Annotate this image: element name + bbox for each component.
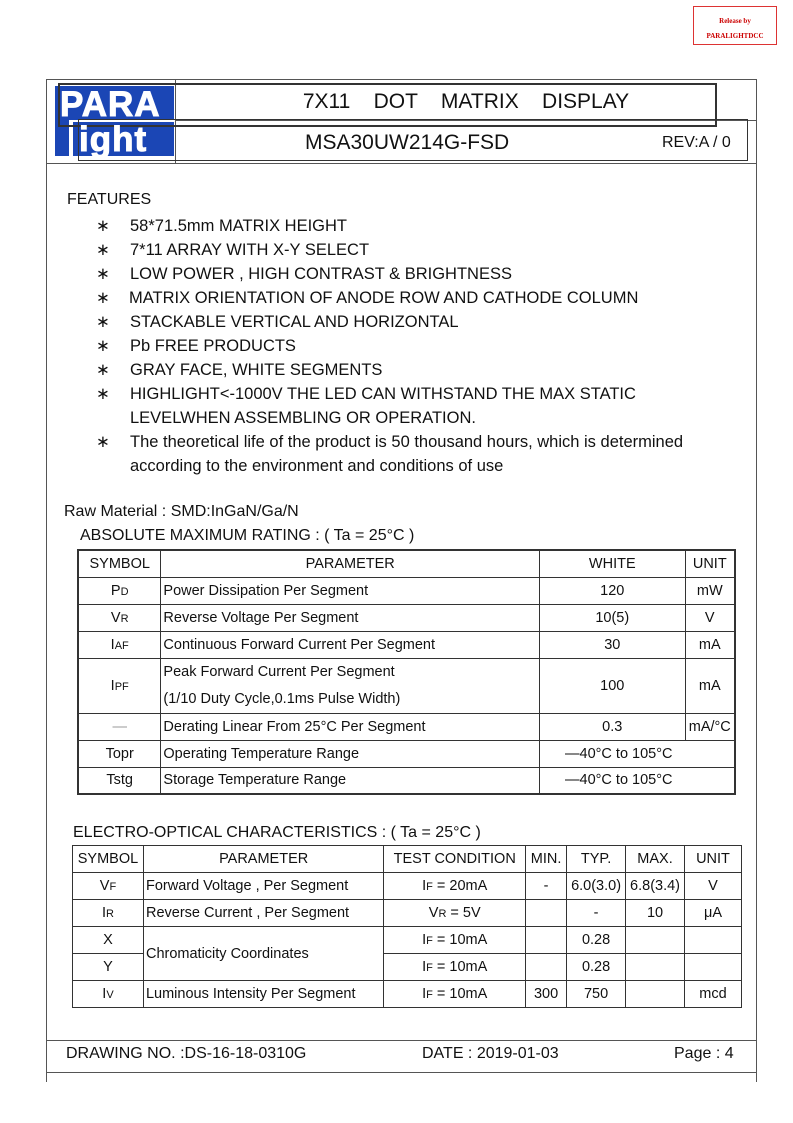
feature-text: The theoretical life of the product is 50 thousand hours, which is determined xyxy=(130,433,684,451)
stamp-line-2: PARALIGHTDCC xyxy=(706,32,764,40)
feature-text: GRAY FACE, WHITE SEGMENTS xyxy=(130,361,383,379)
raw-material: Raw Material : SMD:InGaN/Ga/N xyxy=(64,503,299,520)
table-row xyxy=(78,658,735,713)
symbol-subscript: AF xyxy=(114,639,129,652)
condition-subscript: F xyxy=(426,881,433,893)
feature-item xyxy=(96,286,756,310)
symbol-subscript: R xyxy=(120,612,129,625)
symbol-text: V xyxy=(99,878,110,894)
feature-item xyxy=(96,406,756,430)
column-header: PARAMETER xyxy=(161,550,540,577)
value-cell: 120 xyxy=(540,577,686,604)
document-title: 7X11 DOT MATRIX DISPLAY xyxy=(302,90,630,113)
page-left-border xyxy=(46,79,47,1082)
table-row xyxy=(73,981,742,1008)
parameter-cell: Continuous Forward Current Per Segment xyxy=(161,631,540,658)
table-row xyxy=(78,577,735,604)
eo-table xyxy=(72,845,742,1008)
revision: REV:A / 0 xyxy=(662,134,731,151)
condition-value: = 10mA xyxy=(432,986,488,1002)
feature-text: STACKABLE VERTICAL AND HORIZONTAL xyxy=(130,313,459,331)
feature-text: LOW POWER , HIGH CONTRAST & BRIGHTNESS xyxy=(130,265,512,283)
document-date: DATE : 2019-01-03 xyxy=(422,1045,559,1062)
symbol-cell xyxy=(78,713,161,740)
test-condition-cell xyxy=(384,927,526,954)
column-header: UNIT xyxy=(685,846,742,873)
typ-cell: 0.28 xyxy=(567,927,626,954)
condition-value: = 10mA xyxy=(432,932,488,948)
condition-symbol: I xyxy=(422,932,427,948)
condition-value: = 5V xyxy=(446,905,481,921)
symbol-cell xyxy=(73,900,144,927)
column-header: UNIT xyxy=(685,550,735,577)
condition-symbol: V xyxy=(428,905,439,921)
unit-cell: V xyxy=(685,604,735,631)
table-row xyxy=(73,927,742,954)
symbol-text: P xyxy=(110,582,121,599)
min-cell xyxy=(526,954,567,981)
unit-cell: V xyxy=(685,873,742,900)
test-condition-cell xyxy=(384,954,526,981)
bullet-icon: ∗ xyxy=(96,385,110,403)
column-header: TEST CONDITION xyxy=(384,846,526,873)
table-row xyxy=(78,740,735,767)
parameter-cell: Reverse Current , Per Segment xyxy=(143,900,383,927)
max-cell: 6.8(3.4) xyxy=(626,873,685,900)
value-cell: —40°C to 105°C xyxy=(540,740,736,767)
page-right-border xyxy=(756,79,757,1082)
symbol-cell xyxy=(78,604,161,631)
max-cell xyxy=(626,981,685,1008)
symbol-subscript: F xyxy=(109,881,117,893)
footer-bottom-border xyxy=(46,1072,757,1073)
model-number: MSA30UW214G-FSD xyxy=(305,131,510,154)
logo-text-para: PARA xyxy=(58,83,717,127)
parameter-cell: Storage Temperature Range xyxy=(161,767,540,794)
table-row xyxy=(73,873,742,900)
feature-item xyxy=(96,262,756,286)
parameter-line-2: (1/10 Duty Cycle,0.1ms Pulse Width) xyxy=(163,690,401,707)
abs-max-heading: ABSOLUTE MAXIMUM RATING : ( Ta = 25°C ) xyxy=(80,527,415,544)
value-cell: 0.3 xyxy=(540,713,686,740)
feature-item xyxy=(96,310,756,334)
symbol-text: I xyxy=(110,636,115,653)
parameter-cell xyxy=(161,658,540,713)
feature-item xyxy=(96,430,756,454)
page-number: Page : 4 xyxy=(674,1045,734,1062)
symbol-cell xyxy=(73,927,144,954)
table-header-row xyxy=(78,550,735,577)
condition-value: = 10mA xyxy=(432,959,488,975)
feature-text: LEVELWHEN ASSEMBLING OR OPERATION. xyxy=(130,409,476,427)
max-cell: 10 xyxy=(626,900,685,927)
header-top-border xyxy=(46,79,757,80)
feature-item xyxy=(96,358,756,382)
feature-text: Pb FREE PRODUCTS xyxy=(130,337,296,355)
footer-top-border xyxy=(46,1040,757,1041)
bullet-icon: ∗ xyxy=(96,265,110,283)
table-row xyxy=(78,767,735,794)
parameter-cell: Derating Linear From 25°C Per Segment xyxy=(161,713,540,740)
column-header: MAX. xyxy=(626,846,685,873)
condition-symbol: I xyxy=(422,878,427,894)
bullet-icon: ∗ xyxy=(96,241,110,259)
table-row xyxy=(78,631,735,658)
symbol-text: Y xyxy=(103,959,113,975)
symbol-text: Topr xyxy=(105,745,134,762)
max-cell xyxy=(626,954,685,981)
max-cell xyxy=(626,927,685,954)
condition-symbol: I xyxy=(422,986,427,1002)
condition-symbol: I xyxy=(422,959,427,975)
feature-item xyxy=(96,334,756,358)
symbol-cell xyxy=(78,740,161,767)
eo-heading: ELECTRO-OPTICAL CHARACTERISTICS : ( Ta = 25°C ) xyxy=(73,824,481,841)
feature-text: 7*11 ARRAY WITH X-Y SELECT xyxy=(130,241,370,259)
condition-subscript: F xyxy=(426,962,433,974)
unit-cell xyxy=(685,954,742,981)
logo-text-ight: ight xyxy=(78,119,748,161)
column-header: WHITE xyxy=(540,550,686,577)
parameter-cell: Forward Voltage , Per Segment xyxy=(143,873,383,900)
bullet-icon: ∗ xyxy=(96,361,110,379)
table-header-row xyxy=(73,846,742,873)
feature-text: 58*71.5mm MATRIX HEIGHT xyxy=(130,217,347,235)
feature-text: MATRIX ORIENTATION OF ANODE ROW AND CATHODE COLUMN xyxy=(129,289,639,307)
parameter-cell: Reverse Voltage Per Segment xyxy=(161,604,540,631)
header-bottom-border xyxy=(46,163,757,164)
value-cell: 100 xyxy=(540,658,686,713)
condition-subscript: R xyxy=(438,908,447,920)
symbol-cell xyxy=(78,577,161,604)
typ-cell: 0.28 xyxy=(567,954,626,981)
symbol-text: I xyxy=(102,986,107,1002)
typ-cell: 750 xyxy=(567,981,626,1008)
parameter-line-1: Peak Forward Current Per Segment xyxy=(163,663,395,680)
unit-cell: mA/°C xyxy=(685,713,735,740)
symbol-text: Tstg xyxy=(106,772,133,789)
value-cell: 10(5) xyxy=(540,604,686,631)
symbol-text: — xyxy=(112,718,127,735)
abs-max-table xyxy=(77,549,736,795)
bullet-icon: ∗ xyxy=(96,217,110,235)
test-condition-cell xyxy=(384,981,526,1008)
bullet-icon: ∗ xyxy=(96,313,110,331)
parameter-cell: Power Dissipation Per Segment xyxy=(161,577,540,604)
bullet-icon: ∗ xyxy=(96,337,110,355)
symbol-cell xyxy=(78,767,161,794)
symbol-subscript: PF xyxy=(114,680,129,693)
typ-cell: 6.0(3.0) xyxy=(567,873,626,900)
symbol-cell xyxy=(78,631,161,658)
table-row xyxy=(78,604,735,631)
value-cell: 30 xyxy=(540,631,686,658)
symbol-text: V xyxy=(110,609,121,626)
test-condition-cell xyxy=(384,873,526,900)
drawing-number: DRAWING NO. :DS-16-18-0310G xyxy=(66,1045,307,1062)
paralight-logo xyxy=(55,86,174,157)
table-row xyxy=(73,900,742,927)
min-cell: 300 xyxy=(526,981,567,1008)
stamp-line-1: Release by xyxy=(719,17,751,25)
symbol-text: I xyxy=(101,905,107,921)
unit-cell: mA xyxy=(685,631,735,658)
test-condition-cell xyxy=(384,900,526,927)
feature-item xyxy=(96,238,756,262)
condition-subscript: F xyxy=(426,935,433,947)
symbol-cell xyxy=(73,981,144,1008)
unit-cell: mA xyxy=(685,658,735,713)
feature-item xyxy=(96,382,756,406)
symbol-cell xyxy=(78,658,161,713)
condition-value: = 20mA xyxy=(432,878,488,894)
column-header: TYP. xyxy=(567,846,626,873)
symbol-cell xyxy=(73,873,144,900)
unit-cell: mW xyxy=(685,577,735,604)
typ-cell: - xyxy=(567,900,626,927)
symbol-subscript: V xyxy=(106,989,114,1001)
feature-text: according to the environment and conditions of use xyxy=(130,457,504,475)
symbol-subscript: D xyxy=(120,585,129,598)
symbol-cell xyxy=(73,954,144,981)
table-row xyxy=(78,713,735,740)
feature-item xyxy=(96,214,756,238)
symbol-subscript: R xyxy=(106,908,114,920)
bullet-icon: ∗ xyxy=(96,433,110,451)
features-heading: FEATURES xyxy=(67,191,152,208)
min-cell xyxy=(526,927,567,954)
parameter-cell: Chromaticity Coordinates xyxy=(143,927,383,981)
min-cell xyxy=(526,900,567,927)
release-stamp xyxy=(693,6,777,45)
unit-cell: μA xyxy=(685,900,742,927)
feature-text: HIGHLIGHT<-1000V THE LED CAN WITHSTAND THE MAX STATIC xyxy=(130,385,636,403)
column-header: PARAMETER xyxy=(143,846,383,873)
column-header: MIN. xyxy=(526,846,567,873)
condition-subscript: F xyxy=(426,989,433,1001)
min-cell: - xyxy=(526,873,567,900)
value-cell: —40°C to 105°C xyxy=(540,767,736,794)
bullet-icon: ∗ xyxy=(96,289,110,307)
column-header: SYMBOL xyxy=(73,846,144,873)
symbol-text: X xyxy=(103,932,113,948)
parameter-cell: Luminous Intensity Per Segment xyxy=(143,981,383,1008)
column-header: SYMBOL xyxy=(78,550,161,577)
feature-item xyxy=(96,454,756,478)
unit-cell: mcd xyxy=(685,981,742,1008)
symbol-text: I xyxy=(110,677,115,694)
unit-cell xyxy=(685,927,742,954)
parameter-cell: Operating Temperature Range xyxy=(161,740,540,767)
